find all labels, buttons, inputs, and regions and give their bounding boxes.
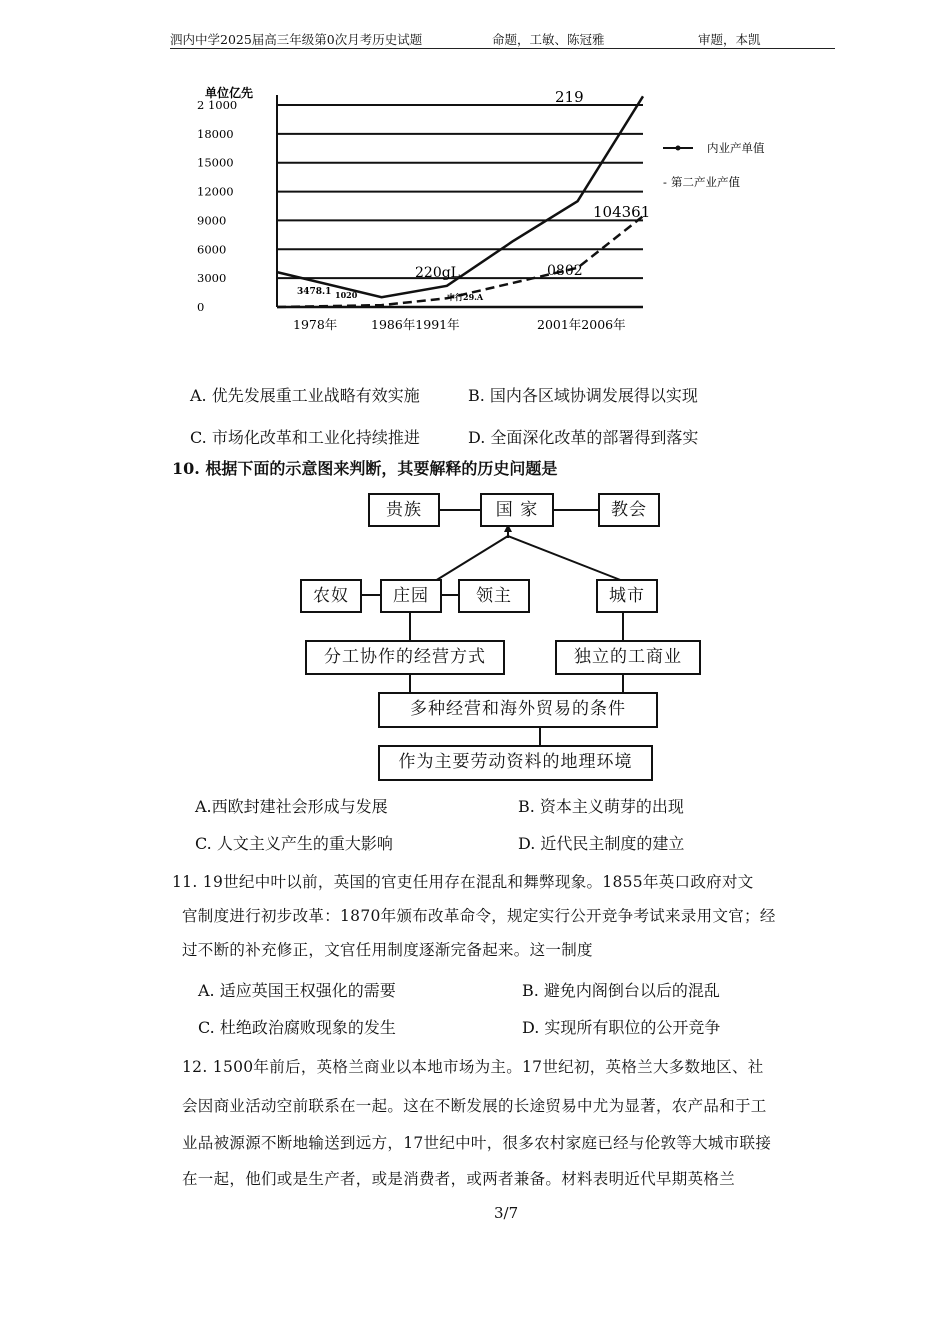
q10-option-d: D. 近代民主制度的建立 xyxy=(518,834,685,853)
node-geography: 作为主要劳动资料的地理环境 xyxy=(378,745,653,781)
y-tick-label: 0 xyxy=(197,300,205,314)
q11-option-c: C. 杜绝政治腐败现象的发生 xyxy=(198,1018,396,1037)
q9-option-a: A. 优先发展重工业战略有效实施 xyxy=(190,386,420,405)
chart-annotation: 219 xyxy=(555,88,584,106)
y-tick-label: 6000 xyxy=(197,242,227,257)
y-tick-label: 18000 xyxy=(197,126,234,141)
q11-option-b: B. 避免内阁倒台以后的混乱 xyxy=(522,981,720,1000)
q12-line-3: 业品被源源不断地输送到远方，17世纪中叶，很多农村家庭已经与伦敦等大城市联接 xyxy=(182,1134,772,1152)
exam-title: 泗内中学2025届高三年级第0次月考历史试题 xyxy=(170,32,423,47)
x-tick-label: 2001年2006年 xyxy=(537,317,626,332)
q11-option-d: D. 实现所有职位的公开竞争 xyxy=(522,1018,721,1037)
chart-legend xyxy=(663,141,765,189)
node-conditions: 多种经营和海外贸易的条件 xyxy=(378,692,658,728)
node-serf: 农奴 xyxy=(300,579,362,613)
chart-annotation: 104361 xyxy=(593,203,651,221)
legend-series-2: 第二产业产值 xyxy=(671,175,740,189)
y-tick-label: 2 1000 xyxy=(197,98,238,112)
node-church: 教会 xyxy=(598,493,660,527)
series-gdp-line xyxy=(277,96,643,297)
chart-annotation: 1020 xyxy=(335,290,358,300)
x-tick-label: 1978年 xyxy=(293,317,338,332)
q12-line-2: 会因商业活动空前联系在一起。这在不断发展的长途贸易中尤为显著，农产品和于工 xyxy=(182,1097,767,1115)
node-city: 城市 xyxy=(596,579,658,613)
chart-grid xyxy=(277,95,643,307)
q10-option-a: A.西欧封建社会形成与发展 xyxy=(195,797,388,816)
page-number: 3/7 xyxy=(494,1204,519,1222)
gdp-line-chart xyxy=(185,78,805,343)
chart-series xyxy=(277,96,643,307)
q12-line-1: 12. 1500年前后，英格兰商业以本地市场为主。17世纪初，英格兰大多数地区、社 xyxy=(182,1058,764,1076)
chart-annotation: 0802 xyxy=(547,263,583,279)
page-header xyxy=(170,30,835,49)
node-division-of-labor: 分工协作的经营方式 xyxy=(305,640,505,675)
q9-option-c: C. 市场化改革和工业化持续推进 xyxy=(190,428,420,447)
chart-annotation: 中行29.A xyxy=(447,292,484,302)
q11-line-3: 过不断的补充修正，文官任用制度逐渐完备起来。这一制度 xyxy=(182,941,593,959)
q12-line-4: 在一起，他们或是生产者，或是消费者，或两者兼备。材料表明近代早期英格兰 xyxy=(182,1170,736,1188)
node-lord: 领主 xyxy=(458,579,530,613)
node-manor: 庄园 xyxy=(380,579,442,613)
q11-line-1: 11. 19世纪中叶以前，英国的官吏任用存在混乱和舞弊现象。1855年英口政府对文 xyxy=(172,873,754,891)
chart-x-ticks xyxy=(293,317,626,332)
y-tick-label: 3000 xyxy=(197,271,227,286)
legend-dot-marker xyxy=(676,146,681,151)
y-tick-label: 9000 xyxy=(197,213,227,228)
q9-option-b: B. 国内各区域协调发展得以实现 xyxy=(468,386,698,405)
x-tick-label: 1986年1991年 xyxy=(371,317,460,332)
y-tick-label: 12000 xyxy=(197,184,234,199)
legend-series-2-dash: - xyxy=(663,175,667,189)
legend-series-1: 内业产单值 xyxy=(707,141,765,155)
q10-option-b: B. 资本主义萌芽的出现 xyxy=(518,797,684,816)
chart-y-ticks xyxy=(197,98,237,314)
q11-option-a: A. 适应英国王权强化的需要 xyxy=(198,981,396,1000)
chart-annotations xyxy=(297,88,650,302)
q10-stem: 10. 根据下面的示意图来判断，其要解释的历史问题是 xyxy=(172,459,558,478)
q9-option-d: D. 全面深化改革的部署得到落实 xyxy=(468,428,699,447)
connector-state-city xyxy=(508,536,623,581)
node-state: 国 家 xyxy=(480,493,554,527)
exam-reviewers: 审题，本凯 xyxy=(698,32,761,47)
exam-authors: 命题，工敏、陈冠雅 xyxy=(492,32,605,47)
node-nobility: 贵族 xyxy=(368,493,440,527)
chart-annotation: 3478.1 xyxy=(297,287,332,297)
node-commerce: 独立的工商业 xyxy=(555,640,701,675)
chart-ylabel: 单位亿先 xyxy=(205,86,254,100)
q10-option-c: C. 人文主义产生的重大影响 xyxy=(195,834,393,853)
connector-state-manor xyxy=(435,536,508,581)
q11-line-2: 官制度进行初步改革：1870年颁布改革命令，规定实行公开竞争考试来录用文官；经 xyxy=(182,907,776,925)
chart-annotation: 220gL xyxy=(415,265,460,281)
y-tick-label: 15000 xyxy=(197,155,234,170)
